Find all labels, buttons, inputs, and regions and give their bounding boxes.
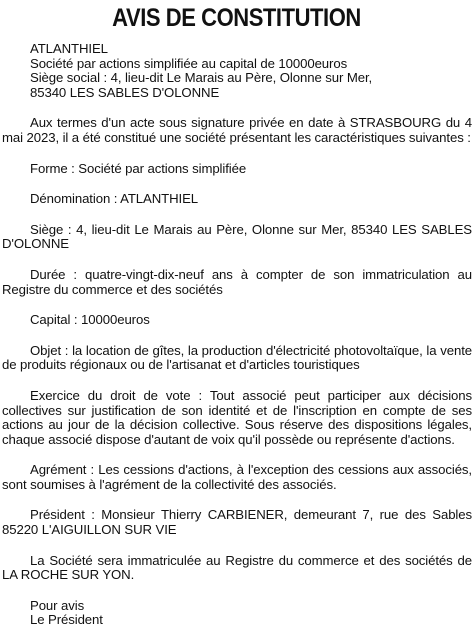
- paragraph-denomination: Dénomination : ATLANTHIEL: [30, 191, 199, 207]
- paragraph-capital: Capital : 10000euros: [30, 312, 150, 328]
- paragraph-president: Président : Monsieur Thierry CARBIENER, demeurant 7, rue des Sables 85220 L'AIGUILLON SUR VIE: [2, 507, 472, 538]
- paragraph-siege: Siège : 4, lieu-dit Le Marais au Père, Olonne sur Mer, 85340 LES SABLES D'OLONNE: [2, 221, 472, 252]
- paragraph-objet: Objet : la location de gîtes, la production d'électricité photovoltaïque, la vente de produits régionaux ou de l'artisanat et d'articles touristiques: [2, 342, 472, 373]
- paragraph-droit-de-vote: Exercice du droit de vote : Tout associé peut participer aux décisions collectives sur justification de son identité et de l'inscription en compte de ses actions au jour de la décision collective. Sous réserve des dispositions légales, chaque associé dispose d'autant de voix qu'il possède ou représente d'actions.: [2, 387, 472, 447]
- notice-title: AVIS DE CONSTITUTION: [112, 4, 361, 32]
- paragraph-immatriculation: La Société sera immatriculée au Registre du commerce et des sociétés de LA ROCHE SUR YON.: [2, 552, 472, 583]
- company-header: [2, 42, 472, 100]
- notice-body: [2, 42, 472, 628]
- paragraph-duree: Durée : quatre-vingt-dix-neuf ans à compter de son immatriculation au Registre du commerce et des sociétés: [2, 266, 472, 297]
- signature-role: Le Président: [30, 612, 103, 628]
- company-address-line: Siège social : 4, lieu-dit Le Marais au Père, Olonne sur Mer,: [30, 70, 373, 86]
- paragraph-intro: Aux termes d'un acte sous signature privée en date à STRASBOURG du 4 mai 2023, il a été constitué une société présentant les caractéristiques suivantes :: [2, 115, 472, 145]
- company-name: ATLANTHIEL: [30, 41, 108, 56]
- signature-pour-avis: Pour avis: [30, 597, 85, 613]
- paragraph-agrement: Agrément : Les cessions d'actions, à l'exception des cessions aux associés, sont soumises à l'agrément de la collectivité des associés.: [2, 462, 472, 492]
- signature-block: [2, 599, 472, 628]
- company-city-line: 85340 LES SABLES D'OLONNE: [30, 84, 220, 100]
- company-form-capital: Société par actions simplifiée au capital de 10000euros: [30, 55, 348, 71]
- paragraph-forme: Forme : Société par actions simplifiée: [30, 160, 247, 176]
